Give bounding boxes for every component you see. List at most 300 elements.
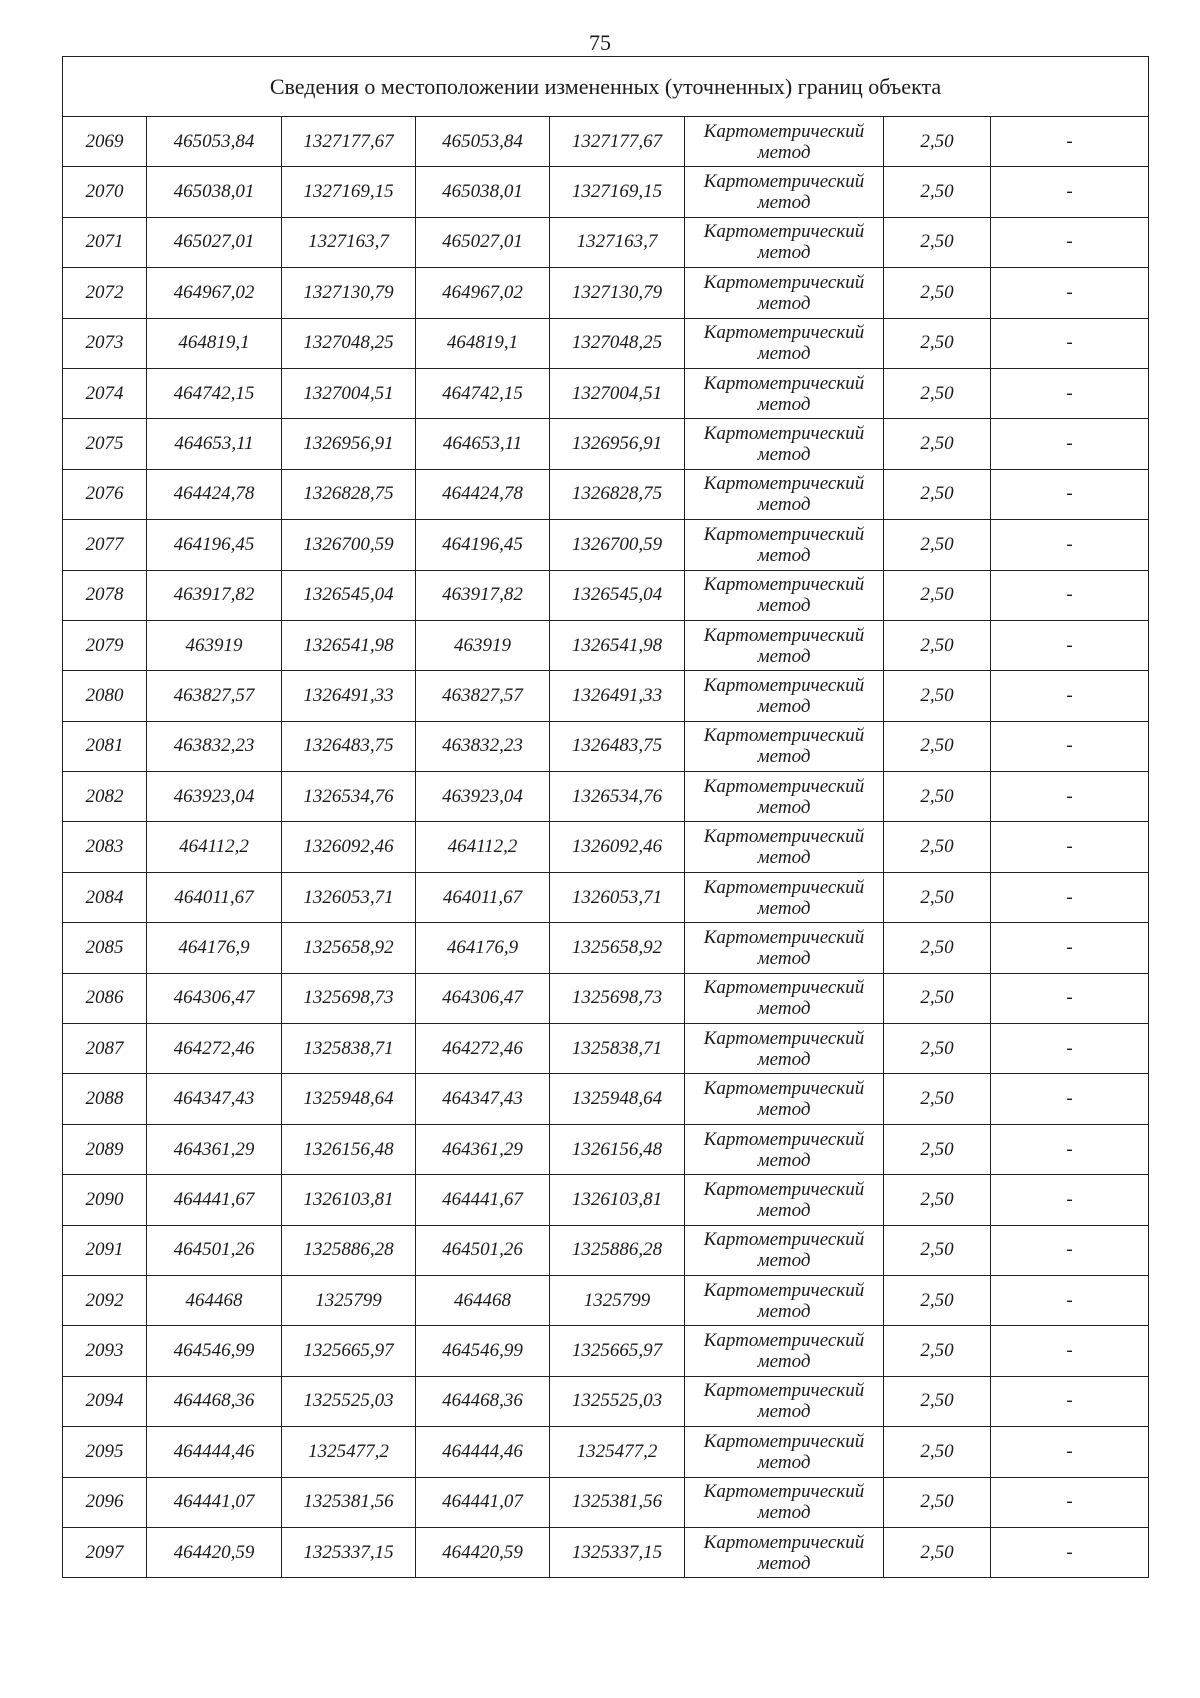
accuracy-cell: 2,50 (884, 1427, 991, 1477)
method-line2: метод (757, 947, 811, 969)
x-new-cell: 464424,78 (416, 469, 550, 519)
y-old-cell: 1325948,64 (282, 1074, 416, 1124)
accuracy-cell: 2,50 (884, 1074, 991, 1124)
x-new-cell: 464444,46 (416, 1427, 550, 1477)
y-old-cell: 1326956,91 (282, 419, 416, 469)
y-new-cell: 1326156,48 (550, 1124, 685, 1174)
x-new-cell: 464468,36 (416, 1376, 550, 1426)
x-old-cell: 465038,01 (147, 167, 282, 217)
y-new-cell: 1325698,73 (550, 973, 685, 1023)
method-line1: Картометрический (703, 926, 865, 948)
description-cell: - (991, 772, 1149, 822)
method-cell (685, 117, 884, 167)
y-new-cell: 1326053,71 (550, 872, 685, 922)
y-old-cell: 1327048,25 (282, 318, 416, 368)
x-new-cell: 464420,59 (416, 1527, 550, 1577)
method-line1: Картометрический (703, 775, 865, 797)
method-cell (685, 872, 884, 922)
y-new-cell: 1326092,46 (550, 822, 685, 872)
method-line2: метод (757, 1401, 811, 1423)
y-new-cell: 1326956,91 (550, 419, 685, 469)
method-line2: метод (757, 1351, 811, 1373)
x-old-cell: 464361,29 (147, 1124, 282, 1174)
x-old-cell: 463923,04 (147, 772, 282, 822)
point-number-cell: 2097 (63, 1527, 147, 1577)
method-line2: метод (757, 897, 811, 919)
point-number-cell: 2082 (63, 772, 147, 822)
x-old-cell: 464444,46 (147, 1427, 282, 1477)
description-cell: - (991, 721, 1149, 771)
point-number-cell: 2079 (63, 620, 147, 670)
method-line2: метод (757, 192, 811, 214)
x-new-cell: 464361,29 (416, 1124, 550, 1174)
accuracy-cell: 2,50 (884, 167, 991, 217)
method-cell (685, 1175, 884, 1225)
y-old-cell: 1326700,59 (282, 520, 416, 570)
x-old-cell: 464742,15 (147, 368, 282, 418)
table-row (63, 1024, 1149, 1074)
method-line2: метод (757, 847, 811, 869)
x-new-cell: 463832,23 (416, 721, 550, 771)
table-row (63, 772, 1149, 822)
description-cell: - (991, 1376, 1149, 1426)
method-line2: метод (757, 1048, 811, 1070)
description-cell: - (991, 620, 1149, 670)
description-cell: - (991, 1477, 1149, 1527)
accuracy-cell: 2,50 (884, 1175, 991, 1225)
method-cell (685, 520, 884, 570)
y-old-cell: 1327130,79 (282, 268, 416, 318)
y-new-cell: 1326541,98 (550, 620, 685, 670)
method-cell (685, 923, 884, 973)
x-new-cell: 464347,43 (416, 1074, 550, 1124)
point-number-cell: 2084 (63, 872, 147, 922)
y-new-cell: 1325799 (550, 1275, 685, 1325)
accuracy-cell: 2,50 (884, 268, 991, 318)
method-line1: Картометрический (703, 1380, 865, 1402)
accuracy-cell: 2,50 (884, 570, 991, 620)
y-new-cell: 1326103,81 (550, 1175, 685, 1225)
x-new-cell: 465038,01 (416, 167, 550, 217)
x-new-cell: 464468 (416, 1275, 550, 1325)
y-new-cell: 1326700,59 (550, 520, 685, 570)
y-new-cell: 1325665,97 (550, 1326, 685, 1376)
x-old-cell: 463832,23 (147, 721, 282, 771)
method-line1: Картометрический (703, 1430, 865, 1452)
x-old-cell: 464347,43 (147, 1074, 282, 1124)
x-old-cell: 463917,82 (147, 570, 282, 620)
accuracy-cell: 2,50 (884, 1477, 991, 1527)
method-line2: метод (757, 645, 811, 667)
point-number-cell: 2073 (63, 318, 147, 368)
y-old-cell: 1327169,15 (282, 167, 416, 217)
y-old-cell: 1325838,71 (282, 1024, 416, 1074)
method-line1: Картометрический (703, 423, 865, 445)
point-number-cell: 2092 (63, 1275, 147, 1325)
method-line2: метод (757, 746, 811, 768)
method-line1: Картометрический (703, 1279, 865, 1301)
description-cell: - (991, 570, 1149, 620)
x-new-cell: 464819,1 (416, 318, 550, 368)
table-row (63, 570, 1149, 620)
description-cell: - (991, 1427, 1149, 1477)
method-line1: Картометрический (703, 120, 865, 142)
method-line1: Картометрический (703, 171, 865, 193)
y-new-cell: 1325886,28 (550, 1225, 685, 1275)
method-line1: Картометрический (703, 624, 865, 646)
y-old-cell: 1326545,04 (282, 570, 416, 620)
y-old-cell: 1325337,15 (282, 1527, 416, 1577)
x-old-cell: 464196,45 (147, 520, 282, 570)
point-number-cell: 2085 (63, 923, 147, 973)
method-line2: метод (757, 998, 811, 1020)
x-new-cell: 464653,11 (416, 419, 550, 469)
x-old-cell: 464468,36 (147, 1376, 282, 1426)
y-old-cell: 1327163,7 (282, 217, 416, 267)
point-number-cell: 2069 (63, 117, 147, 167)
table-body (63, 117, 1149, 1578)
method-line2: метод (757, 595, 811, 617)
accuracy-cell: 2,50 (884, 1376, 991, 1426)
boundary-coordinates-table (62, 56, 1149, 1578)
accuracy-cell: 2,50 (884, 1024, 991, 1074)
method-line2: метод (757, 343, 811, 365)
y-old-cell: 1325665,97 (282, 1326, 416, 1376)
description-cell: - (991, 1024, 1149, 1074)
method-line2: метод (757, 292, 811, 314)
y-new-cell: 1326534,76 (550, 772, 685, 822)
x-old-cell: 464306,47 (147, 973, 282, 1023)
point-number-cell: 2083 (63, 822, 147, 872)
point-number-cell: 2075 (63, 419, 147, 469)
table-row (63, 469, 1149, 519)
y-old-cell: 1326491,33 (282, 671, 416, 721)
point-number-cell: 2094 (63, 1376, 147, 1426)
y-new-cell: 1326491,33 (550, 671, 685, 721)
table-row (63, 268, 1149, 318)
x-old-cell: 465027,01 (147, 217, 282, 267)
method-cell (685, 1024, 884, 1074)
table-row (63, 620, 1149, 670)
y-new-cell: 1326483,75 (550, 721, 685, 771)
table-row (63, 217, 1149, 267)
method-line2: метод (757, 1250, 811, 1272)
x-new-cell: 464176,9 (416, 923, 550, 973)
table-row (63, 671, 1149, 721)
method-line1: Картометрический (703, 977, 865, 999)
method-line2: метод (757, 695, 811, 717)
table-row (63, 1376, 1149, 1426)
x-new-cell: 464742,15 (416, 368, 550, 418)
method-cell (685, 167, 884, 217)
y-new-cell: 1325337,15 (550, 1527, 685, 1577)
y-new-cell: 1326828,75 (550, 469, 685, 519)
x-old-cell: 464967,02 (147, 268, 282, 318)
description-cell: - (991, 167, 1149, 217)
x-new-cell: 464306,47 (416, 973, 550, 1023)
accuracy-cell: 2,50 (884, 368, 991, 418)
method-cell (685, 318, 884, 368)
x-new-cell: 464546,99 (416, 1326, 550, 1376)
point-number-cell: 2072 (63, 268, 147, 318)
accuracy-cell: 2,50 (884, 318, 991, 368)
table-row (63, 1175, 1149, 1225)
method-line1: Картометрический (703, 876, 865, 898)
point-number-cell: 2089 (63, 1124, 147, 1174)
accuracy-cell: 2,50 (884, 1527, 991, 1577)
method-line2: метод (757, 1149, 811, 1171)
x-new-cell: 464441,07 (416, 1477, 550, 1527)
method-line1: Картометрический (703, 1178, 865, 1200)
y-old-cell: 1326828,75 (282, 469, 416, 519)
accuracy-cell: 2,50 (884, 117, 991, 167)
accuracy-cell: 2,50 (884, 620, 991, 670)
accuracy-cell: 2,50 (884, 1275, 991, 1325)
method-line1: Картометрический (703, 271, 865, 293)
method-cell (685, 973, 884, 1023)
method-line1: Картометрический (703, 826, 865, 848)
table-row (63, 167, 1149, 217)
point-number-cell: 2080 (63, 671, 147, 721)
method-cell (685, 268, 884, 318)
x-old-cell: 464546,99 (147, 1326, 282, 1376)
x-old-cell: 464011,67 (147, 872, 282, 922)
point-number-cell: 2086 (63, 973, 147, 1023)
description-cell: - (991, 1225, 1149, 1275)
accuracy-cell: 2,50 (884, 671, 991, 721)
method-line1: Картометрический (703, 1531, 865, 1553)
y-old-cell: 1326534,76 (282, 772, 416, 822)
method-line1: Картометрический (703, 674, 865, 696)
y-old-cell: 1325799 (282, 1275, 416, 1325)
method-line2: метод (757, 1300, 811, 1322)
y-new-cell: 1327177,67 (550, 117, 685, 167)
y-old-cell: 1326092,46 (282, 822, 416, 872)
method-cell (685, 620, 884, 670)
y-new-cell: 1325525,03 (550, 1376, 685, 1426)
x-new-cell: 464196,45 (416, 520, 550, 570)
method-cell (685, 1527, 884, 1577)
y-new-cell: 1327004,51 (550, 368, 685, 418)
table-title: Сведения о местоположении измененных (уточненных) границ объекта (63, 57, 1149, 117)
point-number-cell: 2087 (63, 1024, 147, 1074)
method-line1: Картометрический (703, 523, 865, 545)
method-cell (685, 772, 884, 822)
description-cell: - (991, 217, 1149, 267)
x-old-cell: 463919 (147, 620, 282, 670)
description-cell: - (991, 469, 1149, 519)
table-row (63, 1427, 1149, 1477)
description-cell: - (991, 368, 1149, 418)
method-cell (685, 1225, 884, 1275)
point-number-cell: 2093 (63, 1326, 147, 1376)
y-old-cell: 1327004,51 (282, 368, 416, 418)
method-line2: метод (757, 242, 811, 264)
method-cell (685, 419, 884, 469)
y-new-cell: 1325477,2 (550, 1427, 685, 1477)
y-old-cell: 1326156,48 (282, 1124, 416, 1174)
method-line2: метод (757, 1502, 811, 1524)
table-row (63, 1477, 1149, 1527)
method-line1: Картометрический (703, 725, 865, 747)
y-old-cell: 1325658,92 (282, 923, 416, 973)
accuracy-cell: 2,50 (884, 923, 991, 973)
method-cell (685, 217, 884, 267)
y-old-cell: 1325698,73 (282, 973, 416, 1023)
y-old-cell: 1326541,98 (282, 620, 416, 670)
y-old-cell: 1327177,67 (282, 117, 416, 167)
table-row (63, 520, 1149, 570)
x-old-cell: 463827,57 (147, 671, 282, 721)
method-cell (685, 368, 884, 418)
y-old-cell: 1325477,2 (282, 1427, 416, 1477)
description-cell: - (991, 419, 1149, 469)
table-row (63, 1527, 1149, 1577)
table-row (63, 822, 1149, 872)
x-old-cell: 464468 (147, 1275, 282, 1325)
point-number-cell: 2088 (63, 1074, 147, 1124)
method-line1: Картометрический (703, 372, 865, 394)
description-cell: - (991, 872, 1149, 922)
method-cell (685, 721, 884, 771)
description-cell: - (991, 318, 1149, 368)
accuracy-cell: 2,50 (884, 721, 991, 771)
description-cell: - (991, 1275, 1149, 1325)
x-new-cell: 465027,01 (416, 217, 550, 267)
x-new-cell: 464272,46 (416, 1024, 550, 1074)
x-new-cell: 463919 (416, 620, 550, 670)
y-old-cell: 1325886,28 (282, 1225, 416, 1275)
point-number-cell: 2096 (63, 1477, 147, 1527)
table-row (63, 923, 1149, 973)
description-cell: - (991, 923, 1149, 973)
accuracy-cell: 2,50 (884, 1124, 991, 1174)
x-new-cell: 464501,26 (416, 1225, 550, 1275)
point-number-cell: 2071 (63, 217, 147, 267)
y-old-cell: 1325525,03 (282, 1376, 416, 1426)
method-line1: Картометрический (703, 1128, 865, 1150)
table-row (63, 368, 1149, 418)
method-cell (685, 1376, 884, 1426)
point-number-cell: 2078 (63, 570, 147, 620)
description-cell: - (991, 822, 1149, 872)
accuracy-cell: 2,50 (884, 520, 991, 570)
x-old-cell: 464501,26 (147, 1225, 282, 1275)
y-new-cell: 1326545,04 (550, 570, 685, 620)
method-cell (685, 1326, 884, 1376)
y-new-cell: 1327048,25 (550, 318, 685, 368)
method-line2: метод (757, 1199, 811, 1221)
table-row (63, 1074, 1149, 1124)
method-cell (685, 469, 884, 519)
accuracy-cell: 2,50 (884, 872, 991, 922)
table-row (63, 1326, 1149, 1376)
x-new-cell: 465053,84 (416, 117, 550, 167)
x-new-cell: 463917,82 (416, 570, 550, 620)
x-new-cell: 464967,02 (416, 268, 550, 318)
method-line2: метод (757, 544, 811, 566)
description-cell: - (991, 1074, 1149, 1124)
x-old-cell: 464653,11 (147, 419, 282, 469)
method-cell (685, 1074, 884, 1124)
method-cell (685, 822, 884, 872)
table-row (63, 419, 1149, 469)
method-line1: Картометрический (703, 1078, 865, 1100)
x-new-cell: 463923,04 (416, 772, 550, 822)
x-old-cell: 464420,59 (147, 1527, 282, 1577)
y-old-cell: 1325381,56 (282, 1477, 416, 1527)
point-number-cell: 2081 (63, 721, 147, 771)
description-cell: - (991, 1124, 1149, 1174)
description-cell: - (991, 1527, 1149, 1577)
y-old-cell: 1326103,81 (282, 1175, 416, 1225)
x-old-cell: 465053,84 (147, 117, 282, 167)
method-cell (685, 1427, 884, 1477)
x-old-cell: 464441,07 (147, 1477, 282, 1527)
description-cell: - (991, 117, 1149, 167)
point-number-cell: 2091 (63, 1225, 147, 1275)
accuracy-cell: 2,50 (884, 419, 991, 469)
accuracy-cell: 2,50 (884, 469, 991, 519)
point-number-cell: 2074 (63, 368, 147, 418)
method-line2: метод (757, 393, 811, 415)
method-line1: Картометрический (703, 473, 865, 495)
description-cell: - (991, 520, 1149, 570)
table-row (63, 117, 1149, 167)
method-cell (685, 1124, 884, 1174)
y-new-cell: 1325381,56 (550, 1477, 685, 1527)
method-cell (685, 1477, 884, 1527)
y-new-cell: 1327130,79 (550, 268, 685, 318)
x-new-cell: 464441,67 (416, 1175, 550, 1225)
method-line2: метод (757, 1451, 811, 1473)
method-line1: Картометрический (703, 1027, 865, 1049)
method-line2: метод (757, 1552, 811, 1574)
method-line2: метод (757, 796, 811, 818)
x-old-cell: 464441,67 (147, 1175, 282, 1225)
y-new-cell: 1325948,64 (550, 1074, 685, 1124)
method-cell (685, 570, 884, 620)
x-old-cell: 464424,78 (147, 469, 282, 519)
accuracy-cell: 2,50 (884, 822, 991, 872)
x-old-cell: 464176,9 (147, 923, 282, 973)
description-cell: - (991, 973, 1149, 1023)
table-row (63, 872, 1149, 922)
point-number-cell: 2077 (63, 520, 147, 570)
x-old-cell: 464112,2 (147, 822, 282, 872)
x-new-cell: 464112,2 (416, 822, 550, 872)
point-number-cell: 2070 (63, 167, 147, 217)
description-cell: - (991, 671, 1149, 721)
method-line1: Картометрический (703, 574, 865, 596)
table-row (63, 1124, 1149, 1174)
y-old-cell: 1326483,75 (282, 721, 416, 771)
point-number-cell: 2076 (63, 469, 147, 519)
description-cell: - (991, 268, 1149, 318)
method-line1: Картометрический (703, 1481, 865, 1503)
method-line2: метод (757, 141, 811, 163)
method-line2: метод (757, 444, 811, 466)
accuracy-cell: 2,50 (884, 217, 991, 267)
page-number: 75 (589, 30, 611, 55)
x-old-cell: 464272,46 (147, 1024, 282, 1074)
accuracy-cell: 2,50 (884, 1326, 991, 1376)
method-line1: Картометрический (703, 1229, 865, 1251)
method-line1: Картометрический (703, 221, 865, 243)
table-row (63, 1275, 1149, 1325)
accuracy-cell: 2,50 (884, 772, 991, 822)
description-cell: - (991, 1326, 1149, 1376)
